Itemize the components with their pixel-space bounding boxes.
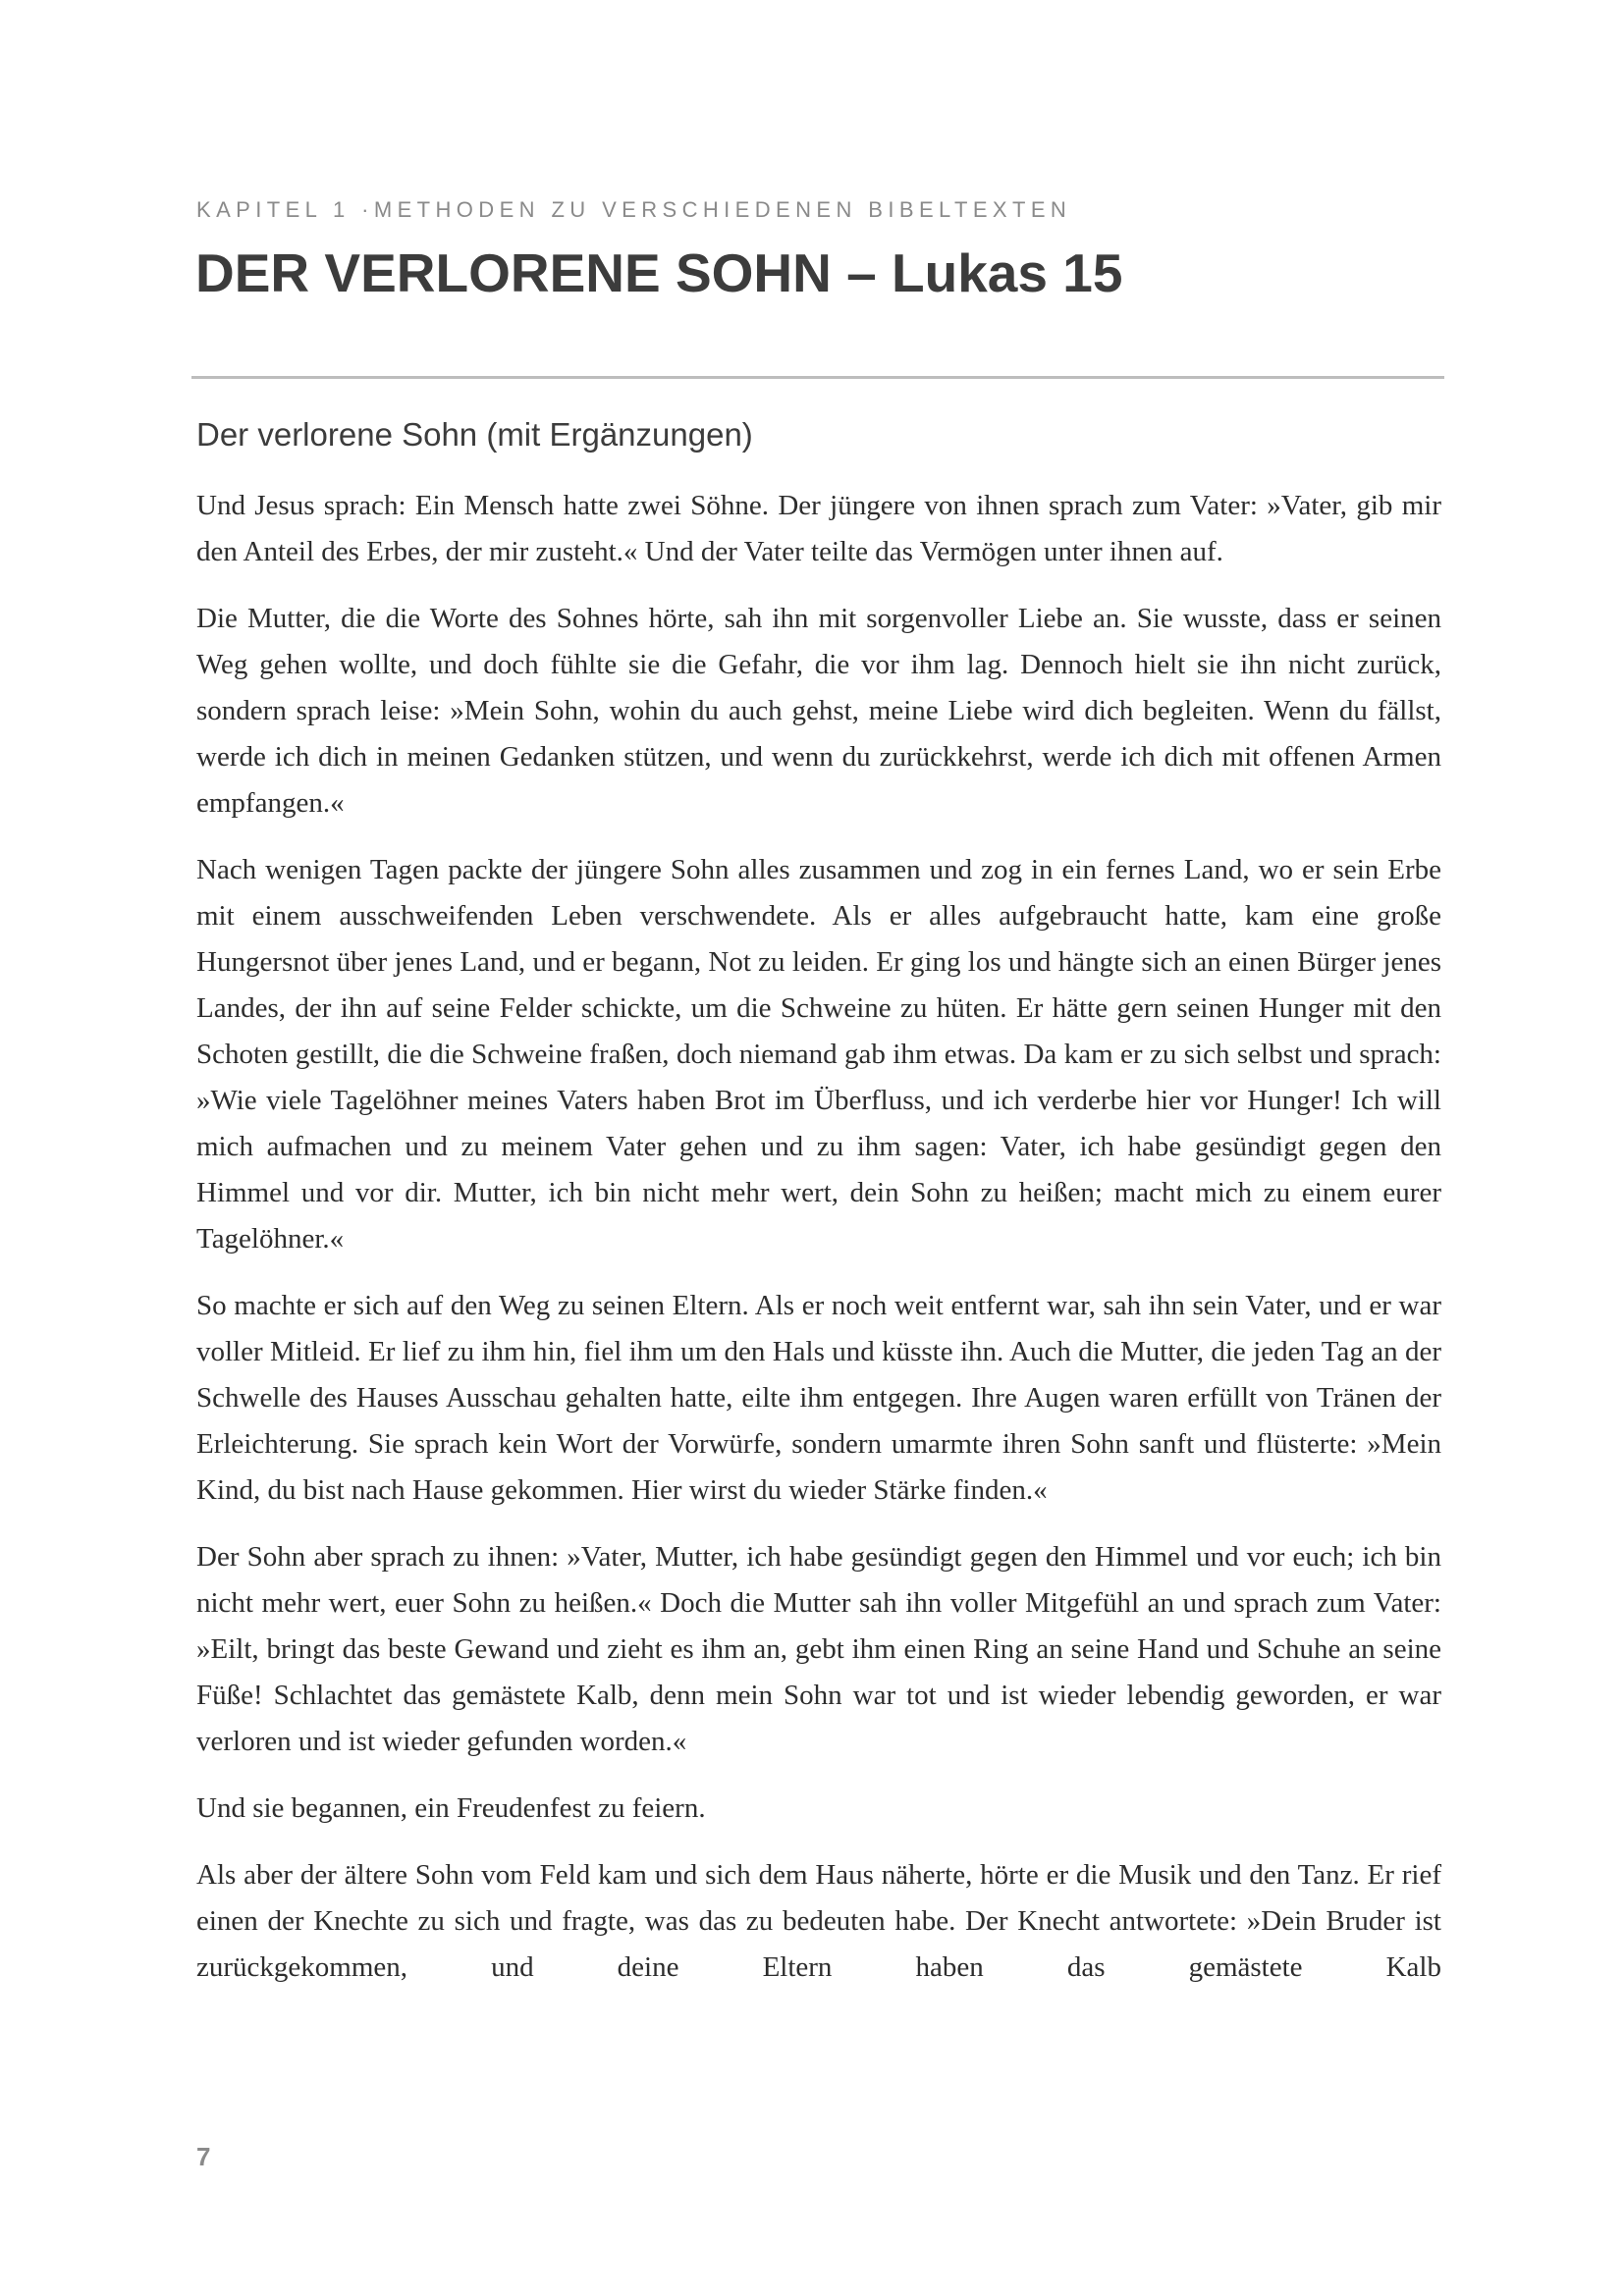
paragraph: Die Mutter, die die Worte des Sohnes hörte, sah ihn mit sorgenvoller Liebe an. Sie wusste, dass er seinen Weg gehen wollte, und doch fühlte sie die Gefahr, die vor ihm lag. Dennoch hielt sie ihn nicht zurück, sondern sprach leise: »Mein Sohn, wohin du auch gehst, meine Liebe wird dich begleiten. Wenn du fällst, werde ich dich in meinen Gedanken stützen, und wenn du zurückkehrst, werde ich dich mit offenen Armen empfangen.«	[196, 603, 1441, 819]
paragraph: So machte er sich auf den Weg zu seinen Eltern. Als er noch weit entfernt war, sah ihn sein Vater, und er war voller Mitleid. Er lief zu ihm hin, fiel ihm um den Hals und küsste ihn. Auch die Mutter, die jeden Tag an der Schwelle des Hauses Ausschau gehalten hatte, eilte ihm entgegen. Ihre Augen waren erfüllt von Tränen der Erleichterung. Sie sprach kein Wort der Vorwürfe, sondern umarmte ihren Sohn sanft und flüsterte: »Mein Kind, du bist nach Hause gekommen. Hier wirst du wieder Stärke finden.«	[196, 1290, 1441, 1506]
page-number: 7	[196, 2142, 211, 2171]
title-divider	[191, 376, 1444, 379]
paragraph: Und sie begannen, ein Freudenfest zu feiern.	[196, 1792, 706, 1824]
paragraph: Der Sohn aber sprach zu ihnen: »Vater, Mutter, ich habe gesündigt gegen den Himmel und vor euch; ich bin nicht mehr wert, euer Sohn zu heißen.« Doch die Mutter sah ihn voller Mitgefühl an und sprach zum Vater: »Eilt, bringt das beste Gewand und zieht es ihm an, gebt ihm einen Ring an seine Hand und Schuhe an seine Füße! Schlachtet das gemästete Kalb, denn mein Sohn war tot und ist wieder lebendig geworden, er war verloren und ist wieder gefunden worden.«	[196, 1541, 1441, 1757]
section-heading: Der verlorene Sohn (mit Ergänzungen)	[196, 416, 753, 453]
page-title: DER VERLORENE SOHN – Lukas 15	[195, 242, 1123, 303]
body-text	[196, 483, 1441, 1991]
paragraph: Als aber der ältere Sohn vom Feld kam und sich dem Haus näherte, hörte er die Musik und den Tanz. Er rief einen der Knechte zu sich und fragte, was das zu bedeuten habe. Der Knecht antwortete: »Dein Bruder ist zurückgekommen, und deine Eltern haben das gemästete Kalb	[196, 1859, 1441, 1983]
paragraph: Nach wenigen Tagen packte der jüngere Sohn alles zusammen und zog in ein fernes Land, wo er sein Erbe mit einem ausschweifenden Leben verschwendete. Als er alles aufgebraucht hatte, kam eine große Hungersnot über jenes Land, und er begann, Not zu leiden. Er ging los und hängte sich an einen Bürger jenes Landes, der ihn auf seine Felder schickte, um die Schweine zu hüten. Er hätte gern seinen Hunger mit den Schoten gestillt, die die Schweine fraßen, doch niemand gab ihm etwas. Da kam er zu sich selbst und sprach: »Wie viele Tagelöhner meines Vaters haben Brot im Überfluss, und ich verderbe hier vor Hunger! Ich will mich aufmachen und zu meinem Vater gehen und zu ihm sagen: Vater, ich habe gesündigt gegen den Himmel und vor dir. Mutter, ich bin nicht mehr wert, dein Sohn zu heißen; macht mich zu einem eurer Tagelöhner.«	[196, 854, 1441, 1255]
chapter-kicker: KAPITEL 1 ·METHODEN ZU VERSCHIEDENEN BIBELTEXTEN	[196, 197, 1072, 222]
paragraph: Und Jesus sprach: Ein Mensch hatte zwei Söhne. Der jüngere von ihnen sprach zum Vater: »Vater, gib mir den Anteil des Erbes, der mir zusteht.« Und der Vater teilte das Vermögen unter ihnen auf.	[196, 490, 1441, 567]
